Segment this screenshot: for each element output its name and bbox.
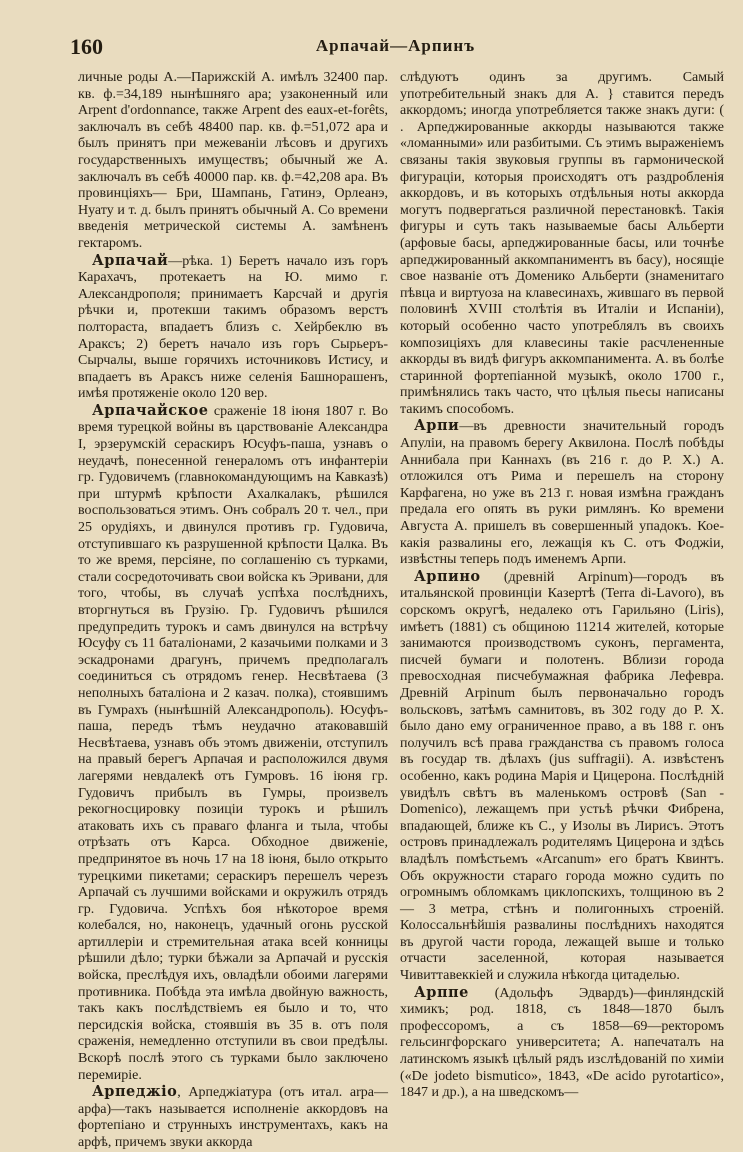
entry-arpi xyxy=(400,418,724,568)
page-number: 160 xyxy=(70,34,103,59)
headword-arpeggio: Арпеджіо xyxy=(92,1083,178,1101)
entry-arpi-text: —въ древности значительный городъ Апуліи, на правомъ берегу Аквилона. Послѣ побѣды Аннибала при Каннахъ (въ 216 г. до Р. Х.) А. отложился отъ Рима и перешелъ на сторону Карфагена, но уже въ 213 г. новая измѣна гражданъ предала его опять въ руки римлянъ. Ко времени Августа А. пришелъ въ совершенный упадокъ. Кое-какія развалины его, лежащія къ С. отъ Фоджіи, извѣстны теперь подъ именемъ Арпи. xyxy=(400,419,724,568)
arpeggio-continuation: слѣдуютъ одинъ за другимъ. Самый употребительный знакъ для А. } ставится передъ аккордомъ; иногда употребляется также знакъ дуги: ( . Арпеджированные аккорды называются также «ломанными» или разбитыми. Съ этимъ выраженіемъ связаны такія звуковыя группы въ гармонической фигураціи, которыя происходятъ отъ раздробленія аккордовъ, и въ которыхъ отдѣльныя ноты аккорда могутъ подвергаться различной перестановкѣ. Такія фигуры и суть такъ называемые басы Альберти (арфовые басы, арпеджированные басы, или точнѣе арпеджированный аккомпаниментъ въ басу), носящіе свое названіе отъ Доменико Альберти (знаменитаго пѣвца и виртуоза на клавесинахъ, жившаго въ первой половинѣ XVIII столѣтія въ Италіи и Испаніи), который особенно часто употреблялъ въ своихъ композиціяхъ для клавесины такіе расчлененные аккорды въ видѣ фигуръ аккомпанимента. А. въ болѣе старинной фортепіанной музыкѣ, около 1700 г., примѣнялись такъ часто, что цѣлыя пьесы написаны такимъ способомъ. xyxy=(400,70,724,417)
headword-arpachai-battle: Арпачайское xyxy=(92,401,209,419)
entry-arpachai-text: —рѣка. 1) Беретъ начало изъ горъ Карахачъ, протекаетъ на Ю. мимо г. Александрополя; принимаетъ Карсчай и другія рѣчки и, протекши такимъ образомъ верстъ полтораста, впадаетъ близъ с. Хейрбеклю въ Араксъ; 2) беретъ начало изъ горъ Сырьеръ-Сырчалы, выше горячихъ источниковъ Истису, и впадаетъ въ Араксъ ниже селенія Башнорашенъ, имѣя протяженіе около 120 вер. xyxy=(78,253,388,402)
entry-arpachai-battle xyxy=(78,403,388,1084)
entry-arpino-text: (древній Arpinum)—городъ въ итальянской провинціи Казертѣ (Terra di-Lavoro), въ сорскомъ округѣ, недалеко отъ Гарильяно (Liris), имѣетъ (1881) съ общиною 11214 жителей, которые занимаются производствомъ суконъ, пергамента, писчей бумаги и полотенъ. Вблизи города превосходная писчебумажная фабрика Лефевра. Древній Arpinum былъ первоначально городъ вольсковъ, затѣмъ самнитовъ, въ 302 году до Р. Х. было дано ему ограниченное право, а въ 188 г. онъ получилъ всѣ права гражданства съ правомъ голоса въ государ тв. дѣлахъ (jus suffragii). А. извѣстенъ особенно, какъ родина Марія и Цицерона. Послѣдній увидѣлъ свѣтъ въ маленькомъ островѣ (San - Domenico), лежащемъ при устьѣ рѣчки Фибрена, впадающей, ближе къ С., у Изолы въ Лирисъ. Этотъ островъ принадлежалъ родителямъ Цицерона и здѣсь владѣлъ помѣстьемъ «Arcanum» его братъ Квинтъ. Объ окружности стараго города можно судить по огромнымъ обломкамъ циклопскихъ, толщиною въ 2 — 3 метра, стѣнъ и полигонныхъ строеній. Колоссальнѣйшія развалины послѣднихъ находятся въ другой части города, лежащей выше и только отчасти заселенной, которая называется Чивиттавеккіей и служила нѣкогда цитаделью. xyxy=(400,569,724,984)
right-column xyxy=(400,70,724,1101)
entry-arppe xyxy=(400,985,724,1102)
entry-arpino xyxy=(400,569,724,985)
page-header xyxy=(70,34,721,60)
headword-arpi: Арпи xyxy=(414,417,460,435)
entry-arpeggio xyxy=(78,1084,388,1151)
intro-paragraph: личные роды А.—Парижскій А. имѣлъ 32400 пар. кв. ф.=34,189 нынѣшняго ара; узаконенный или Arpent d'ordonnance, также Arpent des eaux-et-forêts, заключалъ въ себѣ 48400 пар. кв. ф.=51,072 ара и былъ принятъ при межеваніи лѣсовъ и другихъ государственныхъ имуществъ; обычный же А. заключалъ въ себѣ 40000 пар. кв. ф.=42,208 ара. Въ провинціяхъ— Бри, Шампань, Гатинэ, Орлеанэ, Нуату и т. д. былъ принятъ обычный А. Со времени введенія метрической системы А. замѣненъ гектаромъ. xyxy=(78,70,388,251)
entry-arppe-text: (Адольфъ Эдвардъ)—финляндскій химикъ; род. 1818, съ 1848—1870 былъ профессоромъ, а съ 1858—69—ректоромъ гельсингфорскаго университета; А. напечаталъ на латинскомъ языкѣ цѣлый рядъ изслѣдованій по химіи («De jodeto bismutico», 1843, «De acido pyrotartico», 1847 и др.), а на шведскомъ— xyxy=(400,985,724,1101)
running-head: Арпачай—Арпинъ xyxy=(315,36,476,55)
headword-arppe: Арппе xyxy=(414,983,469,1001)
entry-arpeggio-text: , Арпеджіатура (отъ итал. arpa—арфа)—такъ называется исполненіе аккордовъ на фортепіано и струнныхъ инструментахъ, какъ на арфѣ, причемъ звуки аккорда xyxy=(78,1085,388,1150)
left-column xyxy=(78,70,388,1150)
headword-arpino: Арпино xyxy=(414,567,481,585)
entry-arpachai-battle-text: сраженіе 18 іюня 1807 г. Во время турецкой войны въ царствованіе Александра I, эрзерумскій сераскиръ Юсуфъ-паша, узнавъ о неудачѣ, понесенной генераломъ отъ инфантеріи гр. Гудовичемъ (главнокомандующимъ на Кавказѣ) при штурмѣ крѣпости Ахалкалакъ, рѣшился воспользоваться этимъ. Онъ собралъ 20 т. чел., при 25 орудіяхъ, и двинулся противъ гр. Гудовича, отступившаго къ разрушенной крѣпости Цалка. Въ то же время, персіяне, по соглашенію съ турками, стали сосредоточивать свои войска къ Эривани, для того, чтобы, въ случаѣ успѣха послѣднихъ, вторгнуться въ Грузію. Гр. Гудовичъ рѣшился предупредить турокъ и самъ двинулся на встрѣчу Юсуфу съ 11 баталіонами, 2 казачьими полками и 3 эскадронами драгунъ, причемъ предполагалъ соединиться съ отрядомъ генер. Несвѣтаева (3 неполныхъ баталіона и 2 казач. полка), стоявшимъ въ Гумрахъ (нынѣшній Александрополь). Юсуфъ-паша, передъ тѣмъ неудачно атаковавшій Несвѣтаева, узнавъ объ этомъ движеніи, отступилъ на правый берегъ Арпачая и расположился двумя лагерями невдалекѣ отъ Гумровъ. 16 іюня гр. Гудовичъ прибылъ въ Гумры, произвелъ рекогносцировку позиціи турокъ и рѣшилъ атаковать ихъ съ праваго фланга и тыла, чтобы отрѣзать отъ Карса. Обходное движеніе, предпринятое въ ночь 17 на 18 іюня, было открыто турецкими пикетами; сераскиръ перешелъ черезъ Арпачай съ лучшими войсками и окружилъ отрядъ гр. Гудовича. Успѣхъ боя нѣкоторое время колебался, но, наконецъ, удачный огонь русской артиллеріи и стремительная атака всей конницы рѣшили дѣло; турки бѣжали за Арпачай и русскія войска, преслѣдуя ихъ, овладѣли обоими лагерями противника. Побѣда эта имѣла двойную важность, такъ какъ послѣдствіемъ ея было и то, что персидскія войска, стоявшія въ 35 в. отъ поля сраженія, немедленно отступили въ свои предѣлы. Вскорѣ послѣ этого съ турками было заключено перемиріе. xyxy=(78,403,388,1083)
entry-arpachai xyxy=(78,253,388,403)
headword-arpachai: Арпачай xyxy=(92,251,169,269)
